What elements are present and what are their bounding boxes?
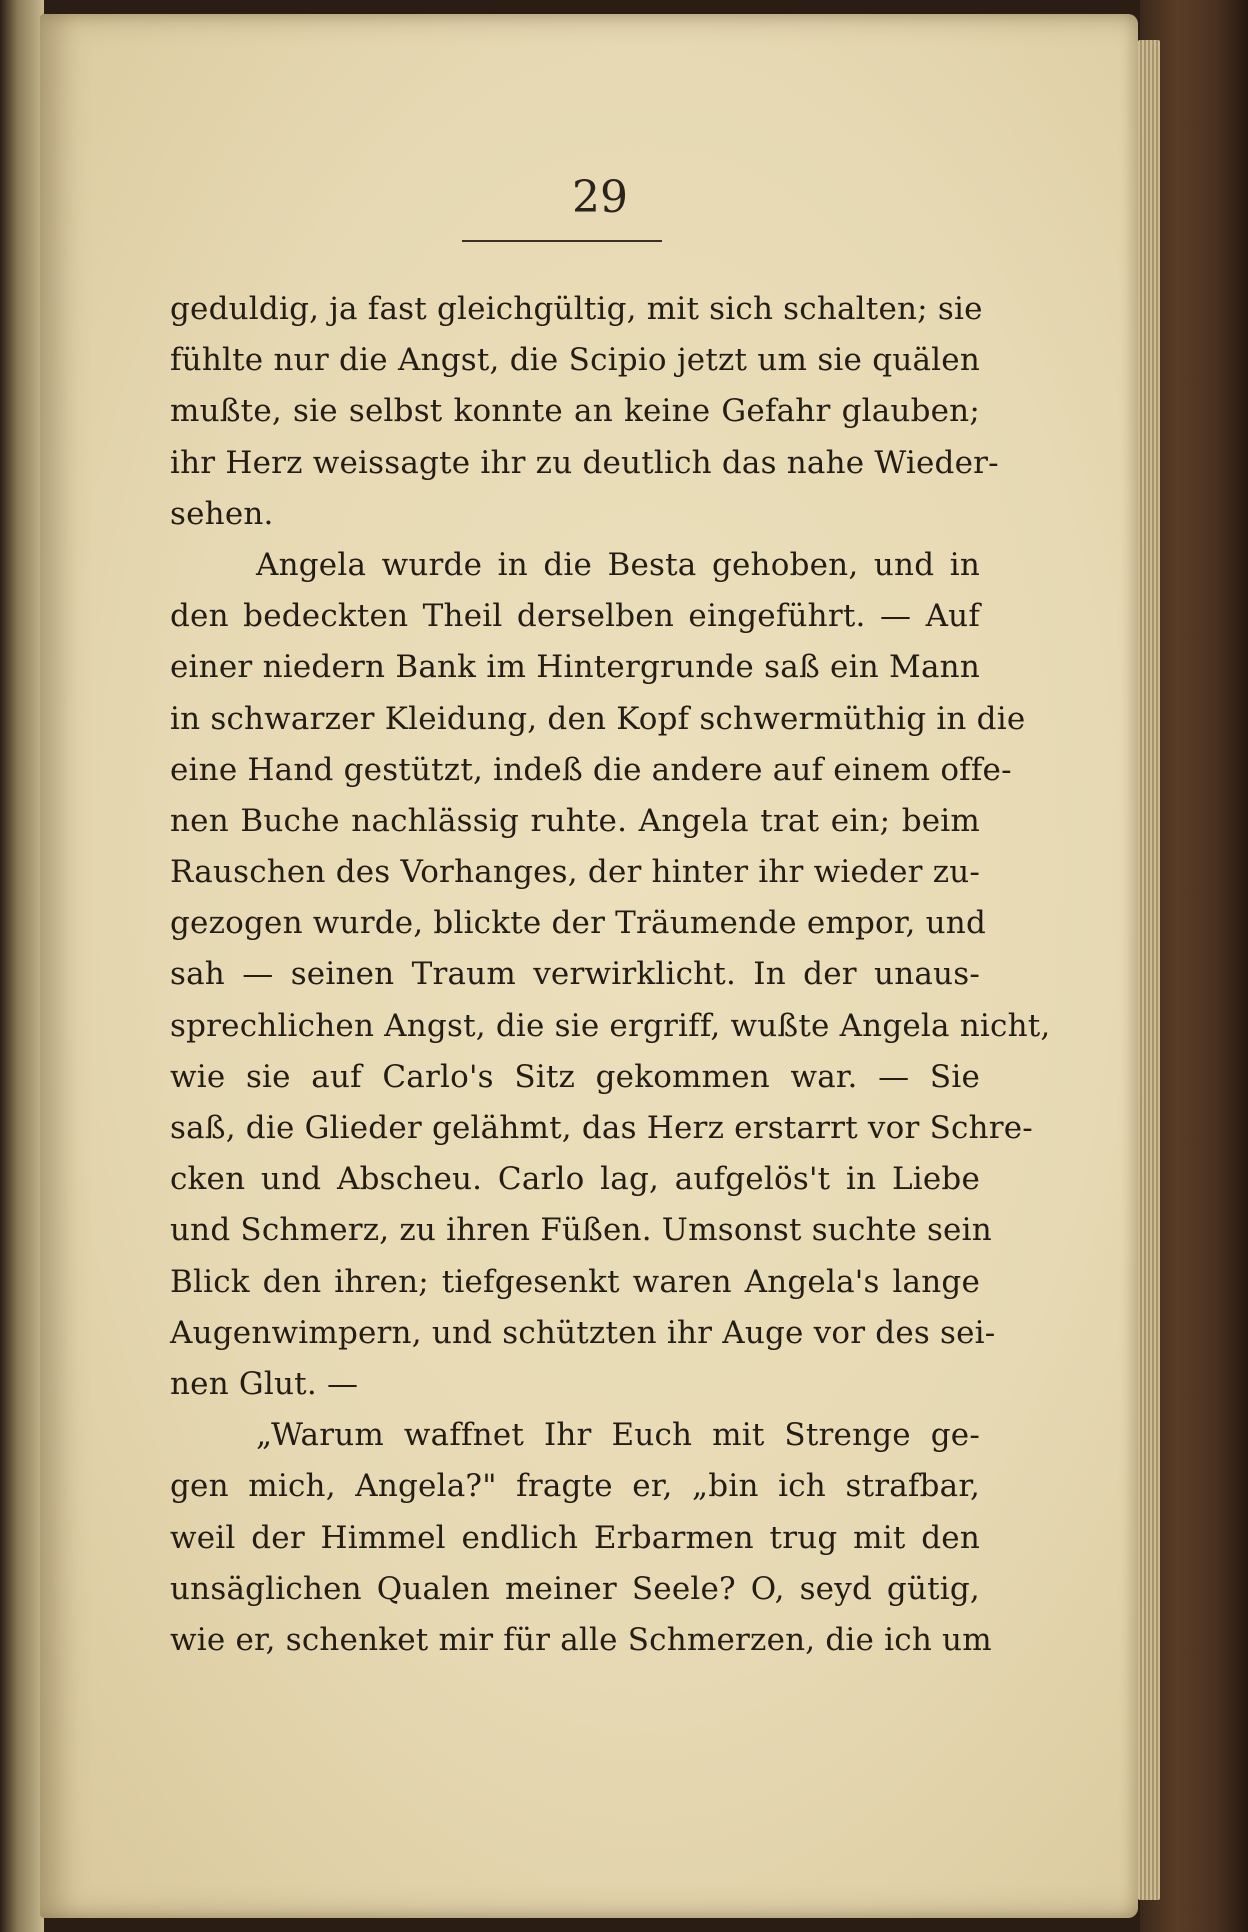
- text-line: gezogen wurde, blickte der Träumende empor, und: [170, 905, 986, 942]
- text-line: mußte, sie selbst konnte an keine Gefahr glauben;: [170, 393, 980, 430]
- text-line: Blick den ihren; tiefgesenkt waren Angela's lange: [170, 1263, 980, 1300]
- text-line: nen Buche nachlässig ruhte. Angela trat ein; beim: [170, 802, 980, 839]
- text-line: eine Hand gestützt, indeß die andere auf einem offe-: [170, 751, 1012, 788]
- header-rule: [462, 240, 662, 242]
- text-line: in schwarzer Kleidung, den Kopf schwermüthig in die: [170, 700, 1026, 737]
- text-line: Angela wurde in die Besta gehoben, und in: [256, 546, 980, 583]
- text-line: gen mich, Angela?" fragte er, „bin ich strafbar,: [170, 1468, 980, 1505]
- text-line: wie er, schenket mir für alle Schmerzen, die ich um: [170, 1621, 992, 1658]
- text-line: einer niedern Bank im Hintergrunde saß ein Mann: [170, 649, 980, 686]
- text-line: Rauschen des Vorhanges, der hinter ihr wieder zu-: [170, 854, 981, 891]
- page-number: 29: [572, 172, 628, 223]
- text-line: unsäglichen Qualen meiner Seele? O, seyd gütig,: [170, 1570, 980, 1607]
- facing-page-edge: [0, 0, 44, 1932]
- text-line: „Warum waffnet Ihr Euch mit Strenge ge-: [256, 1417, 980, 1454]
- text-line: cken und Abscheu. Carlo lag, aufgelös't in Liebe: [170, 1161, 980, 1198]
- text-line: weil der Himmel endlich Erbarmen trug mit den: [170, 1519, 980, 1556]
- text-line: nen Glut. —: [170, 1365, 359, 1402]
- text-line: saß, die Glieder gelähmt, das Herz erstarrt vor Schre-: [170, 1110, 1033, 1146]
- page-edges: [1138, 40, 1160, 1900]
- text-line: den bedeckten Theil derselben eingeführt. — Auf: [170, 598, 980, 635]
- text-line: geduldig, ja fast gleichgültig, mit sich schalten; sie: [170, 291, 983, 327]
- text-body: [170, 284, 1051, 1666]
- text-line: ihr Herz weissagte ihr zu deutlich das nahe Wieder-: [170, 444, 999, 481]
- book-page: [40, 14, 1138, 1918]
- text-line: sah — seinen Traum verwirklicht. In der unaus-: [170, 956, 980, 993]
- text-line: wie sie auf Carlo's Sitz gekommen war. — Sie: [170, 1058, 980, 1095]
- text-line: fühlte nur die Angst, die Scipio jetzt um sie quälen: [170, 342, 980, 379]
- text-line: Augenwimpern, und schützten ihr Auge vor des sei-: [170, 1314, 996, 1351]
- text-line: sehen.: [170, 495, 274, 532]
- text-line: sprechlichen Angst, die sie ergriff, wußte Angela nicht,: [170, 1007, 1051, 1044]
- text-line: und Schmerz, zu ihren Füßen. Umsonst suchte sein: [170, 1212, 992, 1249]
